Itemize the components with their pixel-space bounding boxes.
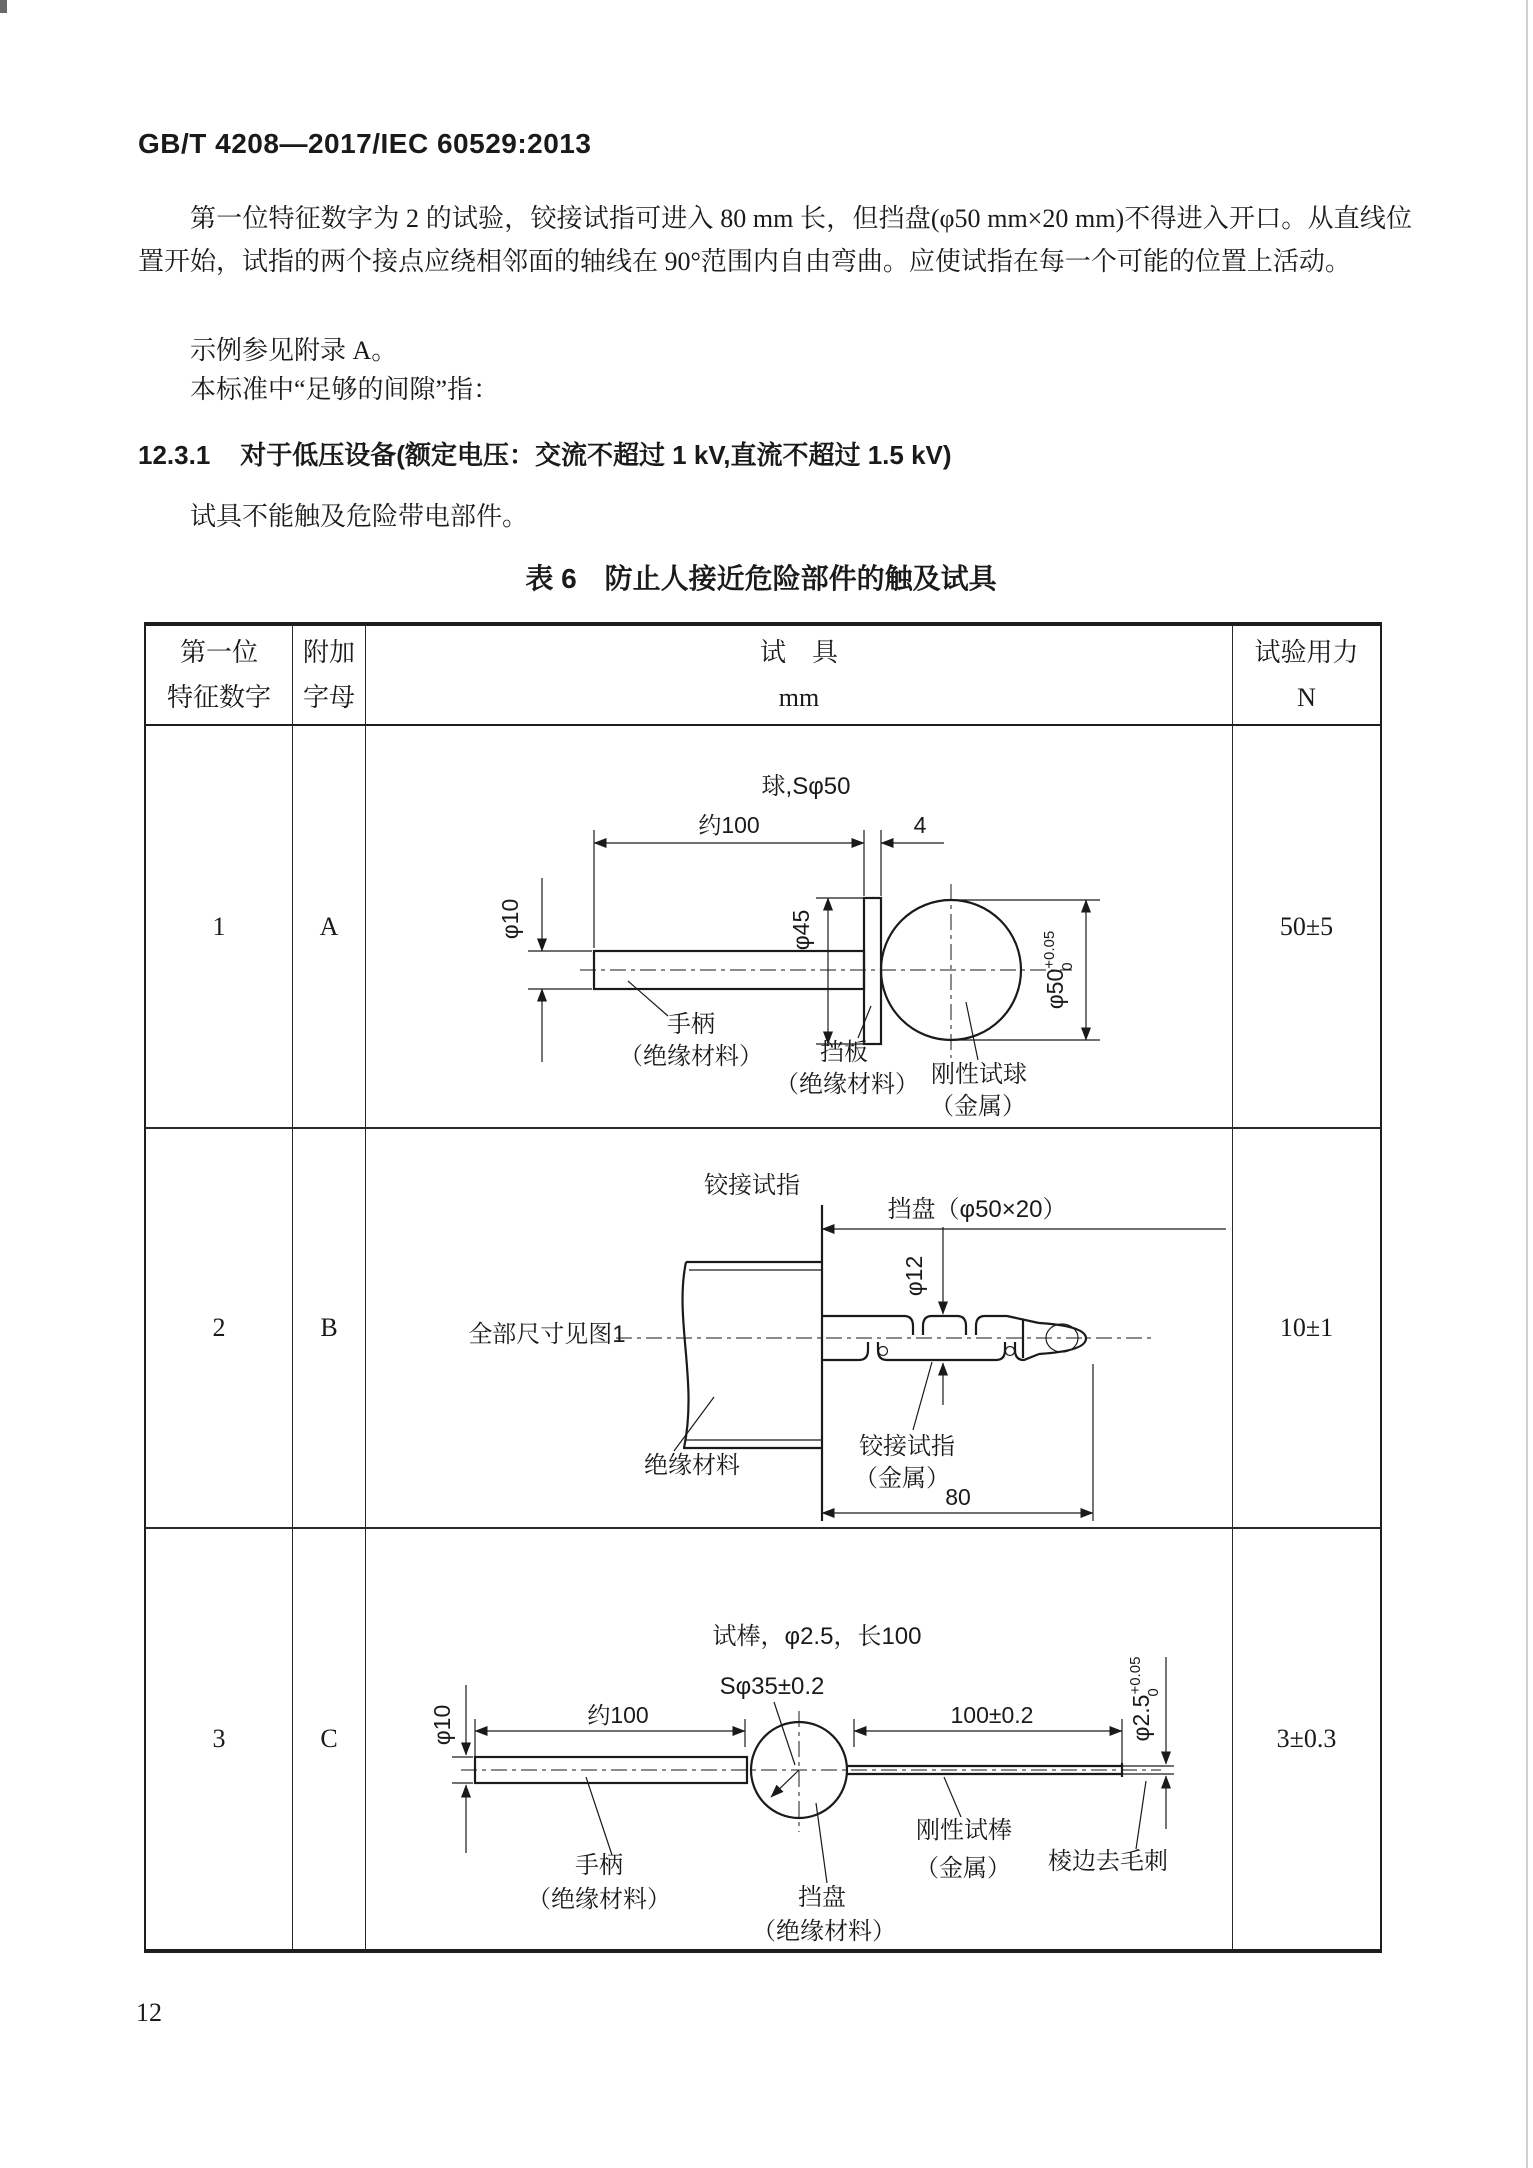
plate-material-label: （绝缘材料） <box>775 1071 919 1098</box>
finger-top-outline <box>822 1316 1039 1335</box>
baffle-plate <box>864 898 881 1044</box>
scan-corner-artifact <box>0 0 7 13</box>
see-figure-label: 全部尺寸见图1 <box>468 1321 626 1348</box>
cell-force-2: 10±1 <box>1279 1313 1334 1342</box>
cell-numeral-2: 2 <box>146 1129 293 1527</box>
paragraph-requirement: 试具不能触及危险带电部件。 <box>190 502 529 531</box>
table-row <box>146 1129 1380 1529</box>
dimension-lines <box>497 812 1100 1062</box>
callout-labels <box>619 981 1027 1120</box>
handle-material-label: （绝缘材料） <box>527 1886 671 1913</box>
cell-force-3: 3±0.3 <box>1276 1724 1337 1753</box>
handle-label: 手柄 <box>575 1852 623 1879</box>
diagram-jointed-finger <box>366 1129 1233 1527</box>
table-6 <box>144 622 1382 1953</box>
header-test-force: 试验用力 N <box>1254 638 1359 712</box>
rigid-rod-label: 刚性试棒 <box>916 1817 1012 1844</box>
dim-phi10-label: φ10 <box>497 898 523 940</box>
cell-letter-A: A <box>293 726 366 1127</box>
dim-phi50-label: $\varphi 50^{+0.05}0$ <box>1041 930 1076 1010</box>
dim-plate-thickness-label: 4 <box>913 812 927 838</box>
finger-metal-label: 铰接试指 <box>859 1433 955 1460</box>
handle-material-label: （绝缘材料） <box>619 1043 763 1070</box>
paragraph-test-description: 第一位特征数字为 2 的试验，铰接试指可进入 80 mm 长，但挡盘(φ50 mm×20 mm)不得进入开口。从直线位置开始，试指的两个接点应绕相邻面的轴线在 90°范围内自由弯曲。应使试指在每一个可能的位置上活动。 <box>138 204 1412 276</box>
header-first-numeral: 第一位 特征数字 <box>146 626 293 724</box>
cell-numeral-3: 3 <box>146 1529 293 1949</box>
dim-length-label: 约100 <box>698 812 760 838</box>
sphere-material-label: （金属） <box>930 1093 1026 1120</box>
dim-phi10-label: φ10 <box>429 1704 455 1746</box>
break-line <box>683 1262 689 1448</box>
dim-approx100-label: 约100 <box>587 1702 649 1728</box>
dim-phi25-label: $\varphi 2.5^{+0.05}0$ <box>1127 1656 1162 1742</box>
standard-code: GB/T 4208—2017/IEC 60529:2013 <box>138 128 592 159</box>
joint-pivot <box>879 1347 888 1356</box>
cell-numeral-1: 1 <box>146 726 293 1127</box>
guard-material-label: （绝缘材料） <box>752 1918 896 1945</box>
finger-title-label: 铰接试指 <box>704 1172 800 1199</box>
callout-labels <box>527 1777 1168 1945</box>
object-outline <box>461 1702 1161 1832</box>
rod-title-label: 试棒，φ2.5，长100 <box>712 1623 922 1650</box>
cell-letter-B: B <box>293 1129 366 1527</box>
plate-label: 挡板 <box>820 1039 868 1066</box>
paragraph-example-ref: 示例参见附录 A。 <box>190 336 398 365</box>
dim-80-label: 80 <box>945 1484 971 1510</box>
table-row <box>146 726 1380 1129</box>
jointed-finger-drawing <box>366 1129 1233 1527</box>
finger-material-label: （金属） <box>854 1465 950 1492</box>
table-6-title: 表 6 防止人接近危险部件的触及试具 <box>525 563 997 594</box>
table-header-row <box>146 626 1380 726</box>
diagram-test-rod <box>366 1529 1233 1949</box>
header-additional-letter: 附加 字母 <box>293 626 366 724</box>
scan-edge <box>1526 0 1528 2168</box>
header-test-probe: 试 具 mm <box>366 626 1233 724</box>
section-title: 对于低压设备(额定电压：交流不超过 1 kV,直流不超过 1.5 kV) <box>240 440 952 470</box>
sphere-title-label: 球,Sφ50 <box>761 773 851 800</box>
cell-letter-C: C <box>293 1529 366 1949</box>
paragraph-clearance-note: 本标准中“足够的间隙”指： <box>190 375 500 404</box>
section-heading-12-3-1 <box>138 435 952 472</box>
object-outline <box>580 884 1072 1058</box>
table-row <box>146 1529 1380 1949</box>
sphere-probe-drawing <box>366 726 1233 1127</box>
insulation-label: 绝缘材料 <box>644 1452 740 1479</box>
dim-phi12-label: φ12 <box>901 1255 927 1297</box>
finger-bottom-outline <box>822 1342 1039 1360</box>
guard-label: 挡盘 <box>798 1884 846 1911</box>
handle-label: 手柄 <box>667 1011 715 1038</box>
deburr-label: 棱边去毛刺 <box>1048 1848 1168 1875</box>
guard-dim-label: 挡盘（φ50×20） <box>887 1196 1067 1223</box>
joint-pivot <box>1006 1347 1015 1356</box>
section-number: 12.3.1 <box>138 440 211 470</box>
guard-sphere-dim-label: Sφ35±0.2 <box>719 1673 825 1700</box>
rigid-rod-material-label: （金属） <box>915 1855 1011 1882</box>
dim-100-label: 100±0.2 <box>950 1702 1034 1728</box>
sphere-label: 刚性试球 <box>931 1061 1027 1088</box>
page-number: 12 <box>136 1998 162 2027</box>
diagram-sphere-probe <box>366 726 1233 1127</box>
dim-phi45-label: φ45 <box>788 909 814 951</box>
cell-force-1: 50±5 <box>1279 911 1334 941</box>
test-rod-drawing <box>366 1529 1233 1947</box>
